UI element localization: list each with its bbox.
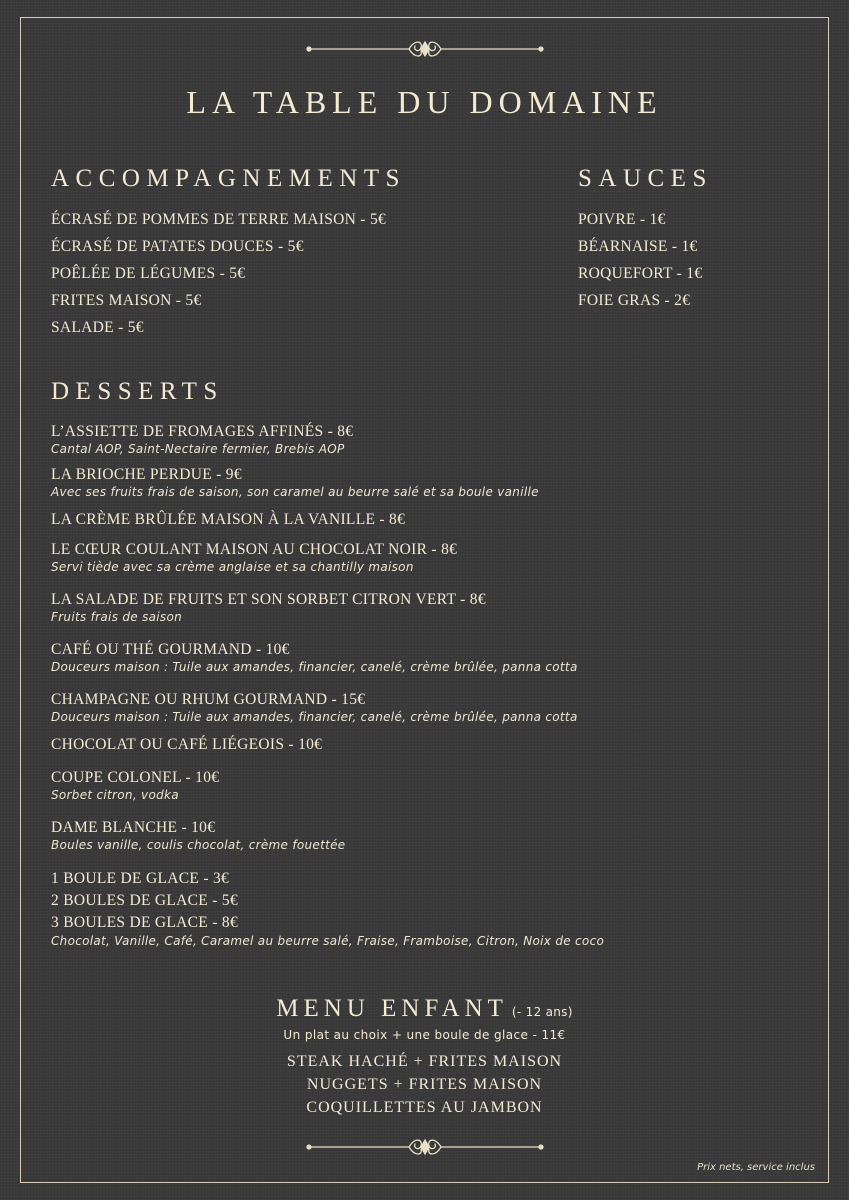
dessert-item — [51, 735, 771, 755]
dessert-item — [51, 422, 771, 457]
dessert-name: LE CŒUR COULANT MAISON AU CHOCOLAT NOIR - 8€ — [51, 541, 458, 558]
glaces-group — [51, 868, 771, 949]
dessert-description: Servi tiède avec sa crème anglaise et sa chantilly maison — [51, 560, 414, 574]
menu-enfant-subtitle: Un plat au choix + une boule de glace - 11€ — [283, 1028, 566, 1042]
dessert-name: COUPE COLONEL - 10€ — [51, 769, 220, 786]
dessert-description: Avec ses fruits frais de saison, son caramel au beurre salé et sa boule vanille — [51, 485, 539, 499]
accompagnements-list — [51, 206, 386, 341]
glace-option: 2 BOULES DE GLACE - 5€ — [51, 892, 238, 909]
price-footnote: Prix nets, service inclus — [697, 1162, 815, 1173]
dessert-name: LA BRIOCHE PERDUE - 9€ — [51, 466, 242, 483]
dessert-description: Boules vanille, coulis chocolat, crème fouettée — [51, 838, 346, 852]
list-item: ÉCRASÉ DE PATATES DOUCES - 5€ — [51, 238, 304, 255]
sauces-list — [578, 206, 702, 314]
top-flourish-ornament-icon — [305, 37, 545, 61]
menu-enfant-heading — [0, 995, 849, 1023]
section-title-accompagnements: ACCOMPAGNEMENTS — [51, 165, 406, 192]
dessert-description: Douceurs maison : Tuile aux amandes, financier, canelé, crème brûlée, panna cotta — [51, 660, 578, 674]
dessert-item — [51, 818, 771, 853]
dessert-item — [51, 465, 771, 500]
list-item: FOIE GRAS - 2€ — [578, 292, 691, 309]
menu-enfant-list — [0, 1050, 849, 1119]
dessert-name: CAFÉ OU THÉ GOURMAND - 10€ — [51, 641, 290, 658]
menu-enfant-age-note: (- 12 ans) — [511, 1005, 573, 1019]
dessert-description: Cantal AOP, Saint-Nectaire fermier, Brebis AOP — [51, 442, 345, 456]
dessert-item — [51, 768, 771, 803]
glace-flavours: Chocolat, Vanille, Café, Caramel au beurre salé, Fraise, Framboise, Citron, Noix de coco — [51, 934, 605, 948]
dessert-item — [51, 540, 771, 575]
dessert-name: L’ASSIETTE DE FROMAGES AFFINÉS - 8€ — [51, 423, 354, 440]
list-item: NUGGETS + FRITES MAISON — [306, 1076, 543, 1093]
restaurant-title: LA TABLE DU DOMAINE — [186, 84, 663, 120]
list-item: SALADE - 5€ — [51, 319, 144, 336]
glace-option: 3 BOULES DE GLACE - 8€ — [51, 914, 238, 931]
dessert-item — [51, 510, 771, 530]
dessert-description: Sorbet citron, vodka — [51, 788, 179, 802]
desserts-list — [51, 422, 771, 949]
section-title-desserts: DESSERTS — [51, 378, 224, 405]
list-item: POÊLÉE DE LÉGUMES - 5€ — [51, 265, 246, 282]
dessert-name: LA SALADE DE FRUITS ET SON SORBET CITRON VERT - 8€ — [51, 591, 486, 608]
dessert-description: Douceurs maison : Tuile aux amandes, financier, canelé, crème brûlée, panna cotta — [51, 710, 578, 724]
bottom-flourish-ornament-icon — [305, 1135, 545, 1159]
dessert-item — [51, 590, 771, 625]
dessert-name: CHAMPAGNE OU RHUM GOURMAND - 15€ — [51, 691, 366, 708]
dessert-item — [51, 640, 771, 675]
list-item: COQUILLETTES AU JAMBON — [306, 1099, 543, 1116]
dessert-name: DAME BLANCHE - 10€ — [51, 819, 216, 836]
glace-option: 1 BOULE DE GLACE - 3€ — [51, 870, 230, 887]
list-item: ÉCRASÉ DE POMMES DE TERRE MAISON - 5€ — [51, 211, 387, 228]
list-item: ROQUEFORT - 1€ — [578, 265, 703, 282]
dessert-name: LA CRÈME BRÛLÉE MAISON À LA VANILLE - 8€ — [51, 511, 406, 528]
menu-enfant-title: MENU ENFANT — [276, 995, 508, 1022]
section-title-sauces: SAUCES — [578, 165, 713, 192]
list-item: POIVRE - 1€ — [578, 211, 666, 228]
dessert-name: CHOCOLAT OU CAFÉ LIÉGEOIS - 10€ — [51, 736, 323, 753]
list-item: BÉARNAISE - 1€ — [578, 238, 698, 255]
list-item: STEAK HACHÉ + FRITES MAISON — [286, 1053, 563, 1070]
dessert-description: Fruits frais de saison — [51, 610, 183, 624]
dessert-item — [51, 690, 771, 725]
list-item: FRITES MAISON - 5€ — [51, 292, 202, 309]
